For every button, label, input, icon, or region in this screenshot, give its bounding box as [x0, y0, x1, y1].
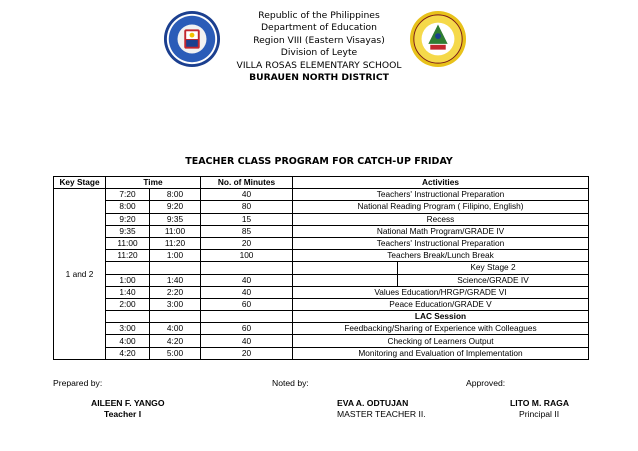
activity-cell: [293, 262, 589, 274]
activity-cell: Checking of Learners Output: [293, 335, 589, 347]
table-row: [54, 237, 589, 249]
start-time-cell: 11:00: [106, 237, 150, 249]
start-time-cell: [106, 311, 150, 323]
minutes-cell: 85: [201, 225, 293, 237]
activity-cell: Monitoring and Evaluation of Implementation: [293, 347, 589, 359]
minutes-cell: 40: [201, 189, 293, 201]
activity-cell: Teachers' Instructional Preparation: [293, 237, 589, 249]
minutes-cell: 20: [201, 347, 293, 359]
activity-cell: Recess: [293, 213, 589, 225]
start-time-cell: 9:20: [106, 213, 150, 225]
start-time-cell: 4:00: [106, 335, 150, 347]
activity-cell: National Math Program/GRADE IV: [293, 225, 589, 237]
start-time-cell: [106, 262, 150, 274]
activity-text: Key Stage 2: [470, 262, 516, 273]
activity-cell: LAC Session: [293, 311, 589, 323]
end-time-cell: 9:35: [150, 213, 201, 225]
start-time-cell: 8:00: [106, 201, 150, 213]
table-row: [54, 250, 589, 262]
start-time-cell: 3:00: [106, 323, 150, 335]
header-line: VILLA ROSAS ELEMENTARY SCHOOL: [236, 59, 402, 71]
class-program-table: [53, 176, 589, 360]
noted-by-label: Noted by:: [272, 378, 309, 388]
table-row: [54, 298, 589, 310]
end-time-cell: [150, 311, 201, 323]
minutes-cell: 20: [201, 237, 293, 249]
end-time-cell: 1:40: [150, 274, 201, 286]
end-time-cell: 3:00: [150, 298, 201, 310]
minutes-cell: 15: [201, 213, 293, 225]
table-row: [54, 262, 589, 274]
activity-cell: Teachers' Instructional Preparation: [293, 189, 589, 201]
prepared-by-label: Prepared by:: [53, 378, 103, 388]
noted-name: EVA A. ODTUJAN: [337, 398, 409, 408]
end-time-cell: 4:00: [150, 323, 201, 335]
minutes-cell: [201, 311, 293, 323]
document-title: TEACHER CLASS PROGRAM FOR CATCH-UP FRIDAY: [185, 156, 453, 167]
activity-cell: Teachers Break/Lunch Break: [293, 250, 589, 262]
key-stage-cell: 1 and 2: [54, 189, 106, 360]
header-line: Republic of the Philippines: [258, 10, 380, 21]
table-row: [54, 213, 589, 225]
header-minutes: No. of Minutes: [201, 177, 293, 189]
minutes-cell: 80: [201, 201, 293, 213]
start-time-cell: 7:20: [106, 189, 150, 201]
table-row: [54, 274, 589, 286]
activity-cell: Feedbacking/Sharing of Experience with Colleagues: [293, 323, 589, 335]
table-row: [54, 225, 589, 237]
table-row: [54, 286, 589, 298]
header-time: Time: [106, 177, 201, 189]
table-row: [54, 311, 589, 323]
approved-title: Principal II: [519, 409, 560, 419]
end-time-cell: 11:20: [150, 237, 201, 249]
activity-cell: Values Education/HRGP/GRADE VI: [293, 286, 589, 298]
noted-title: MASTER TEACHER II.: [337, 409, 426, 419]
end-time-cell: 8:00: [150, 189, 201, 201]
end-time-cell: 9:20: [150, 201, 201, 213]
start-time-cell: 4:20: [106, 347, 150, 359]
table-row: [54, 335, 589, 347]
prepared-name: AILEEN F. YANGO: [91, 398, 165, 408]
header-line: Department of Education: [260, 22, 378, 34]
school-header: [0, 10, 638, 84]
minutes-cell: 60: [201, 323, 293, 335]
table-row: [54, 323, 589, 335]
header-line: Region VIII (Eastern Visayas): [253, 34, 385, 46]
start-time-cell: 9:35: [106, 225, 150, 237]
end-time-cell: 2:20: [150, 286, 201, 298]
header-activities: Activities: [293, 177, 589, 189]
approved-name: LITO M. RAGA: [510, 398, 570, 408]
end-time-cell: [150, 262, 201, 274]
approved-label: Approved:: [466, 378, 506, 388]
activity-cell: [293, 274, 589, 286]
minutes-cell: 60: [201, 298, 293, 310]
end-time-cell: 4:20: [150, 335, 201, 347]
prepared-title: Teacher I: [104, 409, 142, 419]
header-key-stage: Key Stage: [54, 177, 106, 189]
activity-cell: National Reading Program ( Filipino, English): [293, 201, 589, 213]
table-row: [54, 189, 589, 201]
activity-cell: Peace Education/GRADE V: [293, 298, 589, 310]
end-time-cell: 1:00: [150, 250, 201, 262]
table-row: [54, 201, 589, 213]
table-row: [54, 347, 589, 359]
minutes-cell: 40: [201, 286, 293, 298]
minutes-cell: 40: [201, 335, 293, 347]
start-time-cell: 11:20: [106, 250, 150, 262]
start-time-cell: 1:40: [106, 286, 150, 298]
header-line: BURAUEN NORTH DISTRICT: [249, 72, 389, 84]
header-line: Division of Leyte: [280, 47, 358, 59]
activity-text: Science/GRADE IV: [457, 274, 529, 285]
end-time-cell: 5:00: [150, 347, 201, 359]
table-header-row: [54, 177, 589, 189]
minutes-cell: 100: [201, 250, 293, 262]
minutes-cell: 40: [201, 274, 293, 286]
end-time-cell: 11:00: [150, 225, 201, 237]
minutes-cell: [201, 262, 293, 274]
start-time-cell: 2:00: [106, 298, 150, 310]
start-time-cell: 1:00: [106, 274, 150, 286]
